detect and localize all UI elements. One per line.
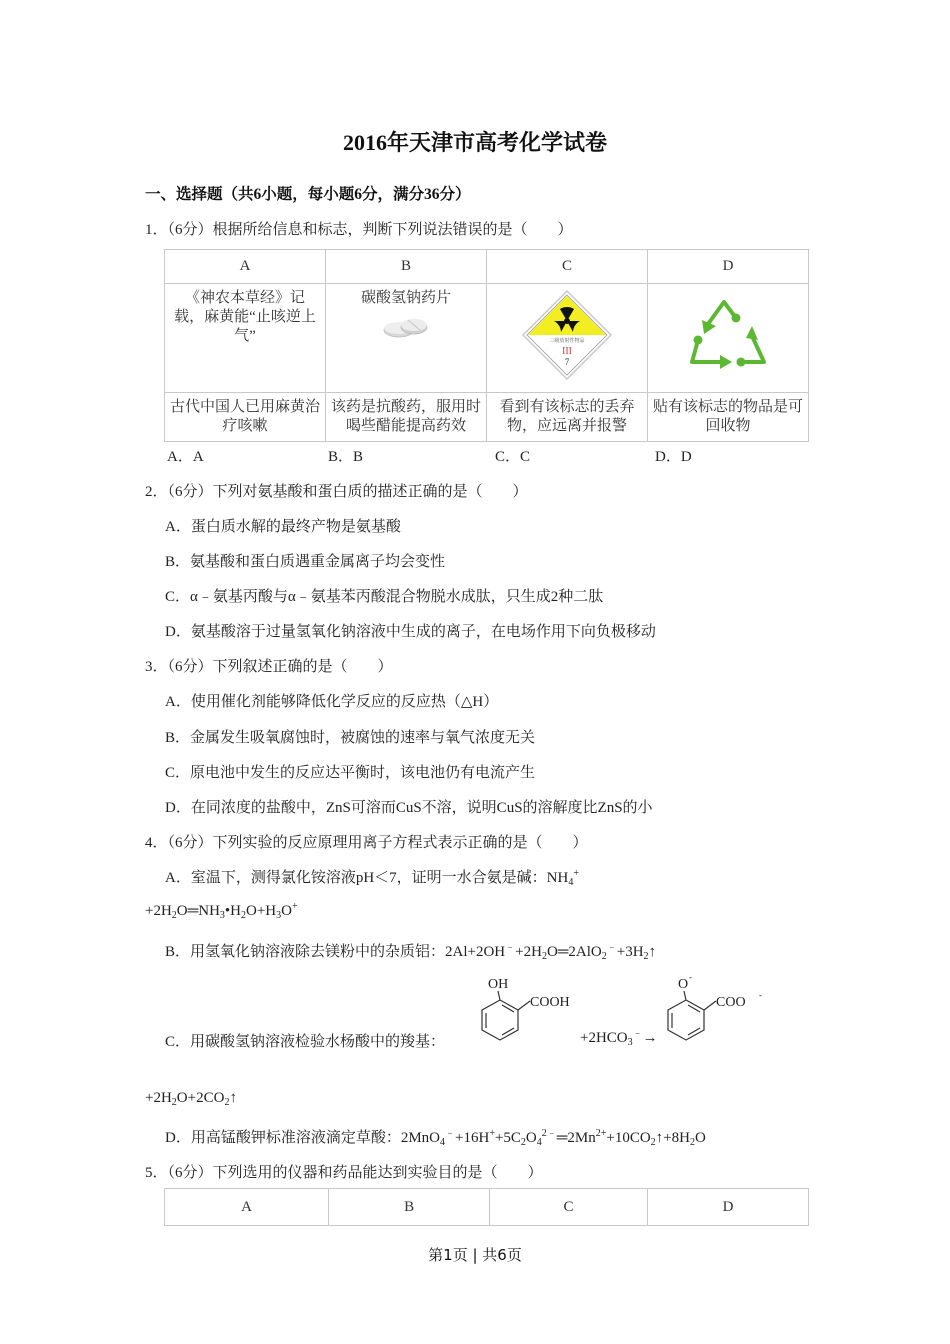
question-5-table [164,1188,809,1226]
question-5-stem: 5．（6分）下列选用的仪器和药品能达到实验目的是（ ） [145,1165,543,1181]
q1-desc-c: 看到有该标志的丢弃物，应远离并报警 [487,393,648,442]
radioactive-hazard-icon [521,289,613,381]
q1-desc-b: 该药是抗酸药，服用时喝些醋能提高药效 [326,393,487,442]
page-footer: 第1页 | 共6页 [428,1246,522,1264]
q4-option-d-text: D．用高锰酸钾标准溶液滴定草酸： [165,1130,401,1146]
q4-option-b[interactable]: B．用氢氧化钠溶液除去镁粉中的杂质铝：$2Al+2OH^﹣+2H_2O═2AlO_2^﹣+3H_2↑$ [165,942,657,962]
question-1-stem: 1．（6分）根据所给信息和标志，判断下列说法错误的是（ ） [145,222,573,238]
q4-option-c-bicarbonate: $+2HCO_3^﹣\to$ [580,1028,658,1048]
svg-text:-: - [759,990,762,1000]
section-heading: 一、选择题（共6小题，每小题6分，满分36分） [145,186,471,203]
q1-info-b-text: 碳酸氢钠药片 [360,290,451,306]
svg-text:III: III [562,346,572,357]
q1-choice-d[interactable]: D．D [655,449,692,465]
q1-header-a: A [165,250,326,284]
q4-option-a-equation: $+2H_2O═NH_3•H_2O+H_3O^+$ [145,901,298,921]
q4-option-c[interactable] [165,1030,445,1051]
q1-info-a [165,284,326,393]
pill-icon [381,314,431,340]
svg-text:COOH: COOH [530,995,570,1010]
q3-option-d[interactable]: D．在同浓度的盐酸中，ZnS可溶而CuS不溶，说明CuS的溶解度比ZnS的小 [165,800,653,816]
q5-header-d: D [647,1189,808,1226]
q4-option-a[interactable]: A．室温下，测得氯化铵溶液pH＜7，证明一水合氨是碱：$NH_4^+$ [165,868,579,888]
q4-option-c-products: $+2H_2O+2CO_2↑$ [145,1090,237,1108]
q1-info-c [487,284,648,393]
recycling-icon [686,298,770,372]
q2-option-c[interactable]: C．α﹣氨基丙酸与α﹣氨基苯丙酸混合物脱水成肽，只生成2种二肽 [165,589,604,605]
question-2-stem: 2．（6分）下列对氨基酸和蛋白质的描述正确的是（ ） [145,484,528,500]
q4-option-a-text: A．室温下，测得氯化铵溶液pH＜7，证明一水合氨是碱：NH [165,870,569,886]
question-4-stem: 4．（6分）下列实验的反应原理用离子方程式表示正确的是（ ） [145,835,588,851]
q2-option-b[interactable]: B．氨基酸和蛋白质遇重金属离子均会变性 [165,554,446,570]
q5-header-a: A [165,1189,329,1226]
q5-header-b: B [329,1189,490,1226]
svg-text:COO: COO [716,995,746,1010]
question-1-table [164,249,809,442]
q3-option-c[interactable]: C．原电池中发生的反应达平衡时，该电池仍有电流产生 [165,765,536,781]
page-title: 2016年天津市高考化学试卷 [342,130,607,155]
svg-text:三级放射性物品: 三级放射性物品 [549,338,585,344]
q5-header-c: C [490,1189,648,1226]
salicylic-acid-structure [478,970,588,1052]
q1-choice-c[interactable]: C．C [495,449,531,465]
svg-text:7: 7 [564,357,570,367]
q1-header-c: C [487,250,648,284]
q2-option-d[interactable]: D．氨基酸溶于过量氢氧化钠溶液中生成的离子，在电场作用下向负极移动 [165,624,656,640]
q1-info-a-text: 《神农本草经》记载，麻黄能“止咳逆上气” [174,290,316,344]
q1-header-b: B [326,250,487,284]
q3-option-b[interactable]: B．金属发生吸氧腐蚀时，被腐蚀的速率与氧气浓度无关 [165,730,536,746]
q1-info-d [648,284,809,393]
svg-text:OH: OH [488,977,509,992]
salicylate-structure [664,970,774,1052]
q3-option-a[interactable]: A．使用催化剂能够降低化学反应的反应热（△H） [165,694,499,710]
svg-text:-: - [689,972,692,982]
q1-info-b [326,284,487,393]
q1-choice-a[interactable]: A．A [167,449,204,465]
svg-text:O: O [678,977,689,992]
q2-option-a[interactable]: A．蛋白质水解的最终产物是氨基酸 [165,519,401,535]
q1-choice-b[interactable]: B．B [328,449,364,465]
q4-option-c-text: C．用碳酸氢钠溶液检验水杨酸中的羧基： [165,1034,446,1050]
q4-option-d[interactable]: D．用高锰酸钾标准溶液滴定草酸：$2MnO_4^﹣+16H^++5C_2O_4^{2﹣}═2Mn^{2+}+10CO_2↑+8H_2O$ [165,1128,706,1148]
question-3-stem: 3．（6分）下列叙述正确的是（ ） [145,659,393,675]
q1-header-d: D [648,250,809,284]
q1-desc-d: 贴有该标志的物品是可回收物 [648,393,809,442]
q1-desc-a: 古代中国人已用麻黄治疗咳嗽 [165,393,326,442]
q4-option-b-text: B．用氢氧化钠溶液除去镁粉中的杂质铝： [165,944,446,960]
